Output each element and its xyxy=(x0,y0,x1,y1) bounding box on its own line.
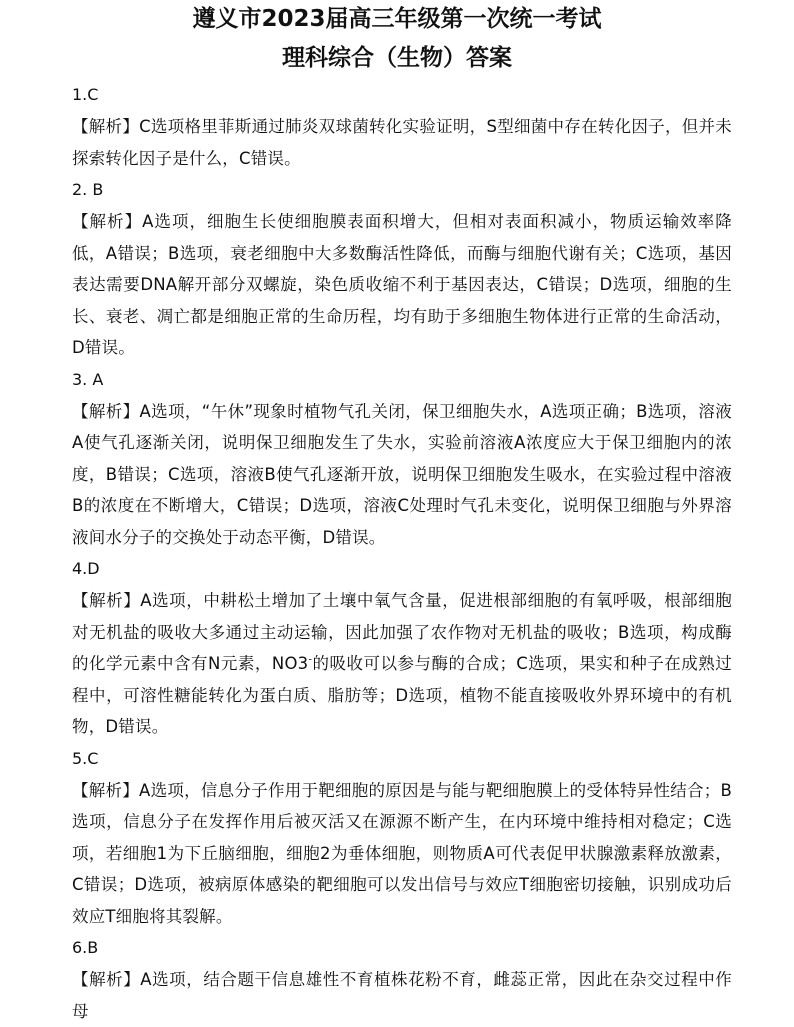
answer-label: 5.C xyxy=(72,748,99,768)
answer-label: 6.B xyxy=(72,938,99,957)
answer-label: 4.D xyxy=(72,559,100,578)
answer-item-2 xyxy=(72,174,732,364)
document-title: 遵义市2023届高三年级第一次统一考试 xyxy=(192,6,602,32)
answer-label: 2. B xyxy=(72,180,104,199)
analysis-text-before: 【解析】A选项，中耕松土增加了土壤中氧气含量，促进根部细胞的有氧呼吸，根部细胞对无机盐的吸收大多通过主动运输，因此加强了农作物对无机盐的吸收；B选项，构成酶的化学元素中含有N元素，NO3 xyxy=(72,591,732,673)
answer-label: 1.C xyxy=(72,85,99,104)
answer-item-4 xyxy=(72,553,732,743)
analysis-text-after: 的吸收可以参与酶的合成；C选项，果实和种子在成熟过程中，可溶性糖能转化为蛋白质、脂肪等；D选项，植物不能直接吸收外界环境中的有机物，D错误。 xyxy=(72,654,733,736)
answer-analysis: 【解析】A选项，结合题干信息雄性不育植株花粉不育，雌蕊正常，因此在杂交过程中作母 xyxy=(72,970,732,1021)
answer-item-5 xyxy=(72,743,732,933)
answer-analysis xyxy=(72,585,732,743)
document-subtitle: 理科综合（生物）答案 xyxy=(282,45,512,71)
answer-analysis: 【解析】C选项格里菲斯通过肺炎双球菌转化实验证明，S型细菌中存在转化因子，但并未探索转化因子是什么，C错误。 xyxy=(72,117,732,168)
answer-label: 3. A xyxy=(72,369,104,389)
answer-item-3 xyxy=(72,364,732,554)
answer-item-1 xyxy=(72,79,732,174)
ion-charge-superscript: - xyxy=(308,654,313,666)
answer-analysis: 【解析】A选项，信息分子作用于靶细胞的原因是与能与靶细胞膜上的受体特异性结合；B选项，信息分子在发挥作用后被灭活又在源源不断产生，在内环境中维持相对稳定；C选项，若细胞1为下丘脑细胞，细胞2为垂体细胞，则物质A可代表促甲状腺激素释放激素，C错误；D选项，被病原体感染的靶细胞可以发出信号与效应T细胞密切接触，识别成功后效应T细胞将其裂解。 xyxy=(72,780,732,926)
answer-analysis: 【解析】A选项，“午休”现象时植物气孔关闭，保卫细胞失水，A选项正确；B选项，溶液A使气孔逐渐关闭，说明保卫细胞发生了失水，实验前溶液A浓度应大于保卫细胞内的浓度，B错误；C选项，溶液B使气孔逐渐开放，说明保卫细胞发生吸水，在实验过程中溶液B的浓度在不断增大，C错误；D选项，溶液C处理时气孔未变化，说明保卫细胞与外界溶液间水分子的交换处于动态平衡，D错误。 xyxy=(72,401,732,547)
answer-list xyxy=(72,79,732,1027)
answer-analysis: 【解析】A选项，细胞生长使细胞膜表面积增大，但相对表面积减小，物质运输效率降低，A错误；B选项，衰老细胞中大多数酶活性降低，而酶与细胞代谢有关；C选项，基因表达需要DNA解开部分双螺旋，染色质收缩不利于基因表达，C错误；D选项，细胞的生长、衰老、凋亡都是细胞正常的生命历程，均有助于多细胞生物体进行正常的生命活动，D错误。 xyxy=(72,212,732,357)
answer-item-6 xyxy=(72,932,732,1027)
